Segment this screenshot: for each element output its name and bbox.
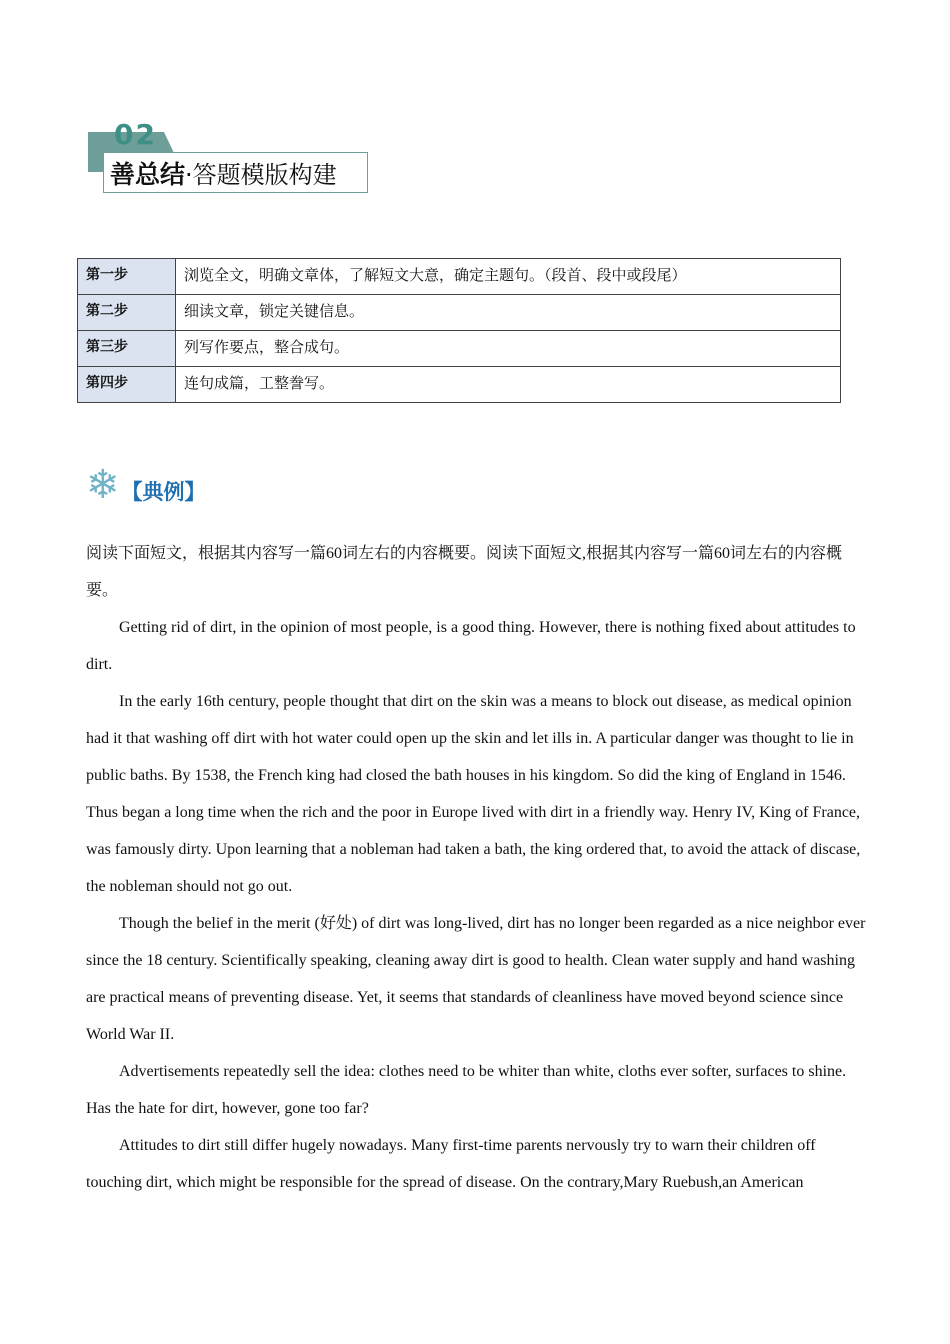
paragraph: Advertisements repeatedly sell the idea: clothes need to be whiter than white, cloths ever softer, surfaces to shine. Has the hate for dirt, however, gone too far? (86, 1063, 847, 1117)
section-number: 02 (114, 118, 157, 151)
steps-table (77, 258, 841, 403)
step-label: 第三步 (78, 331, 176, 367)
step-text: 浏览全文，明确文章体，了解短文大意，确定主题句。（段首、段中或段尾） (176, 259, 841, 295)
step-label: 第一步 (78, 259, 176, 295)
example-heading (86, 464, 206, 506)
step-text: 细读文章，锁定关键信息。 (176, 295, 841, 331)
step-text: 列写作要点，整合成句。 (176, 331, 841, 367)
paragraph: Though the belief in the merit (好处) of dirt was long-lived, dirt has no longer been regarded as a nice neighbor ever since the 18 century. Scientifically speaking, cleaning away dirt is good to health. Clean water supply and hand washing are practical means of preventing disease. Yet, it seems that standards of cleanliness have moved beyond science since World War II. (86, 915, 866, 1043)
table-row (78, 367, 841, 403)
section-title-bold: 善总结 (110, 159, 186, 189)
section-title-rest: ·答题模版构建 (185, 161, 337, 189)
table-row (78, 295, 841, 331)
instruction: 阅读下面短文，根据其内容写一篇60词左右的内容概要。阅读下面短文,根据其内容写一篇60词左右的内容概要。 (86, 545, 843, 599)
paragraph: In the early 16th century, people thought that dirt on the skin was a means to block out disease, as medical opinion had it that washing off dirt with hot water could open up the skin and let ills in. A particular danger was thought to lie in public baths. By 1538, the French king had closed the bath houses in his kingdom. So did the king of England in 1546. Thus began a long time when the rich and the poor in Europe lived with dirt in a friendly way. Henry IV, King of France, was famously dirty. Upon learning that a nobleman had taken a bath, the king ordered that, to avoid the attack of discase, the nobleman should not go out. (86, 693, 861, 895)
paragraph: Getting rid of dirt, in the opinion of most people, is a good thing. However, there is nothing fixed about attitudes to dirt. (86, 619, 856, 673)
passage (86, 535, 866, 1201)
snowflake-icon: ❄ (86, 462, 120, 507)
step-text: 连句成篇，工整誊写。 (176, 367, 841, 403)
section-title (103, 152, 368, 193)
example-label: 【典例】 (121, 480, 206, 504)
section-badge (88, 120, 373, 200)
step-label: 第二步 (78, 295, 176, 331)
table-row (78, 259, 841, 295)
step-label: 第四步 (78, 367, 176, 403)
table-row (78, 331, 841, 367)
paragraph: Attitudes to dirt still differ hugely nowadays. Many first-time parents nervously try to warn their children off touching dirt, which might be responsible for the spread of disease. On the contrary,Mary Ruebush,an American (86, 1137, 816, 1191)
